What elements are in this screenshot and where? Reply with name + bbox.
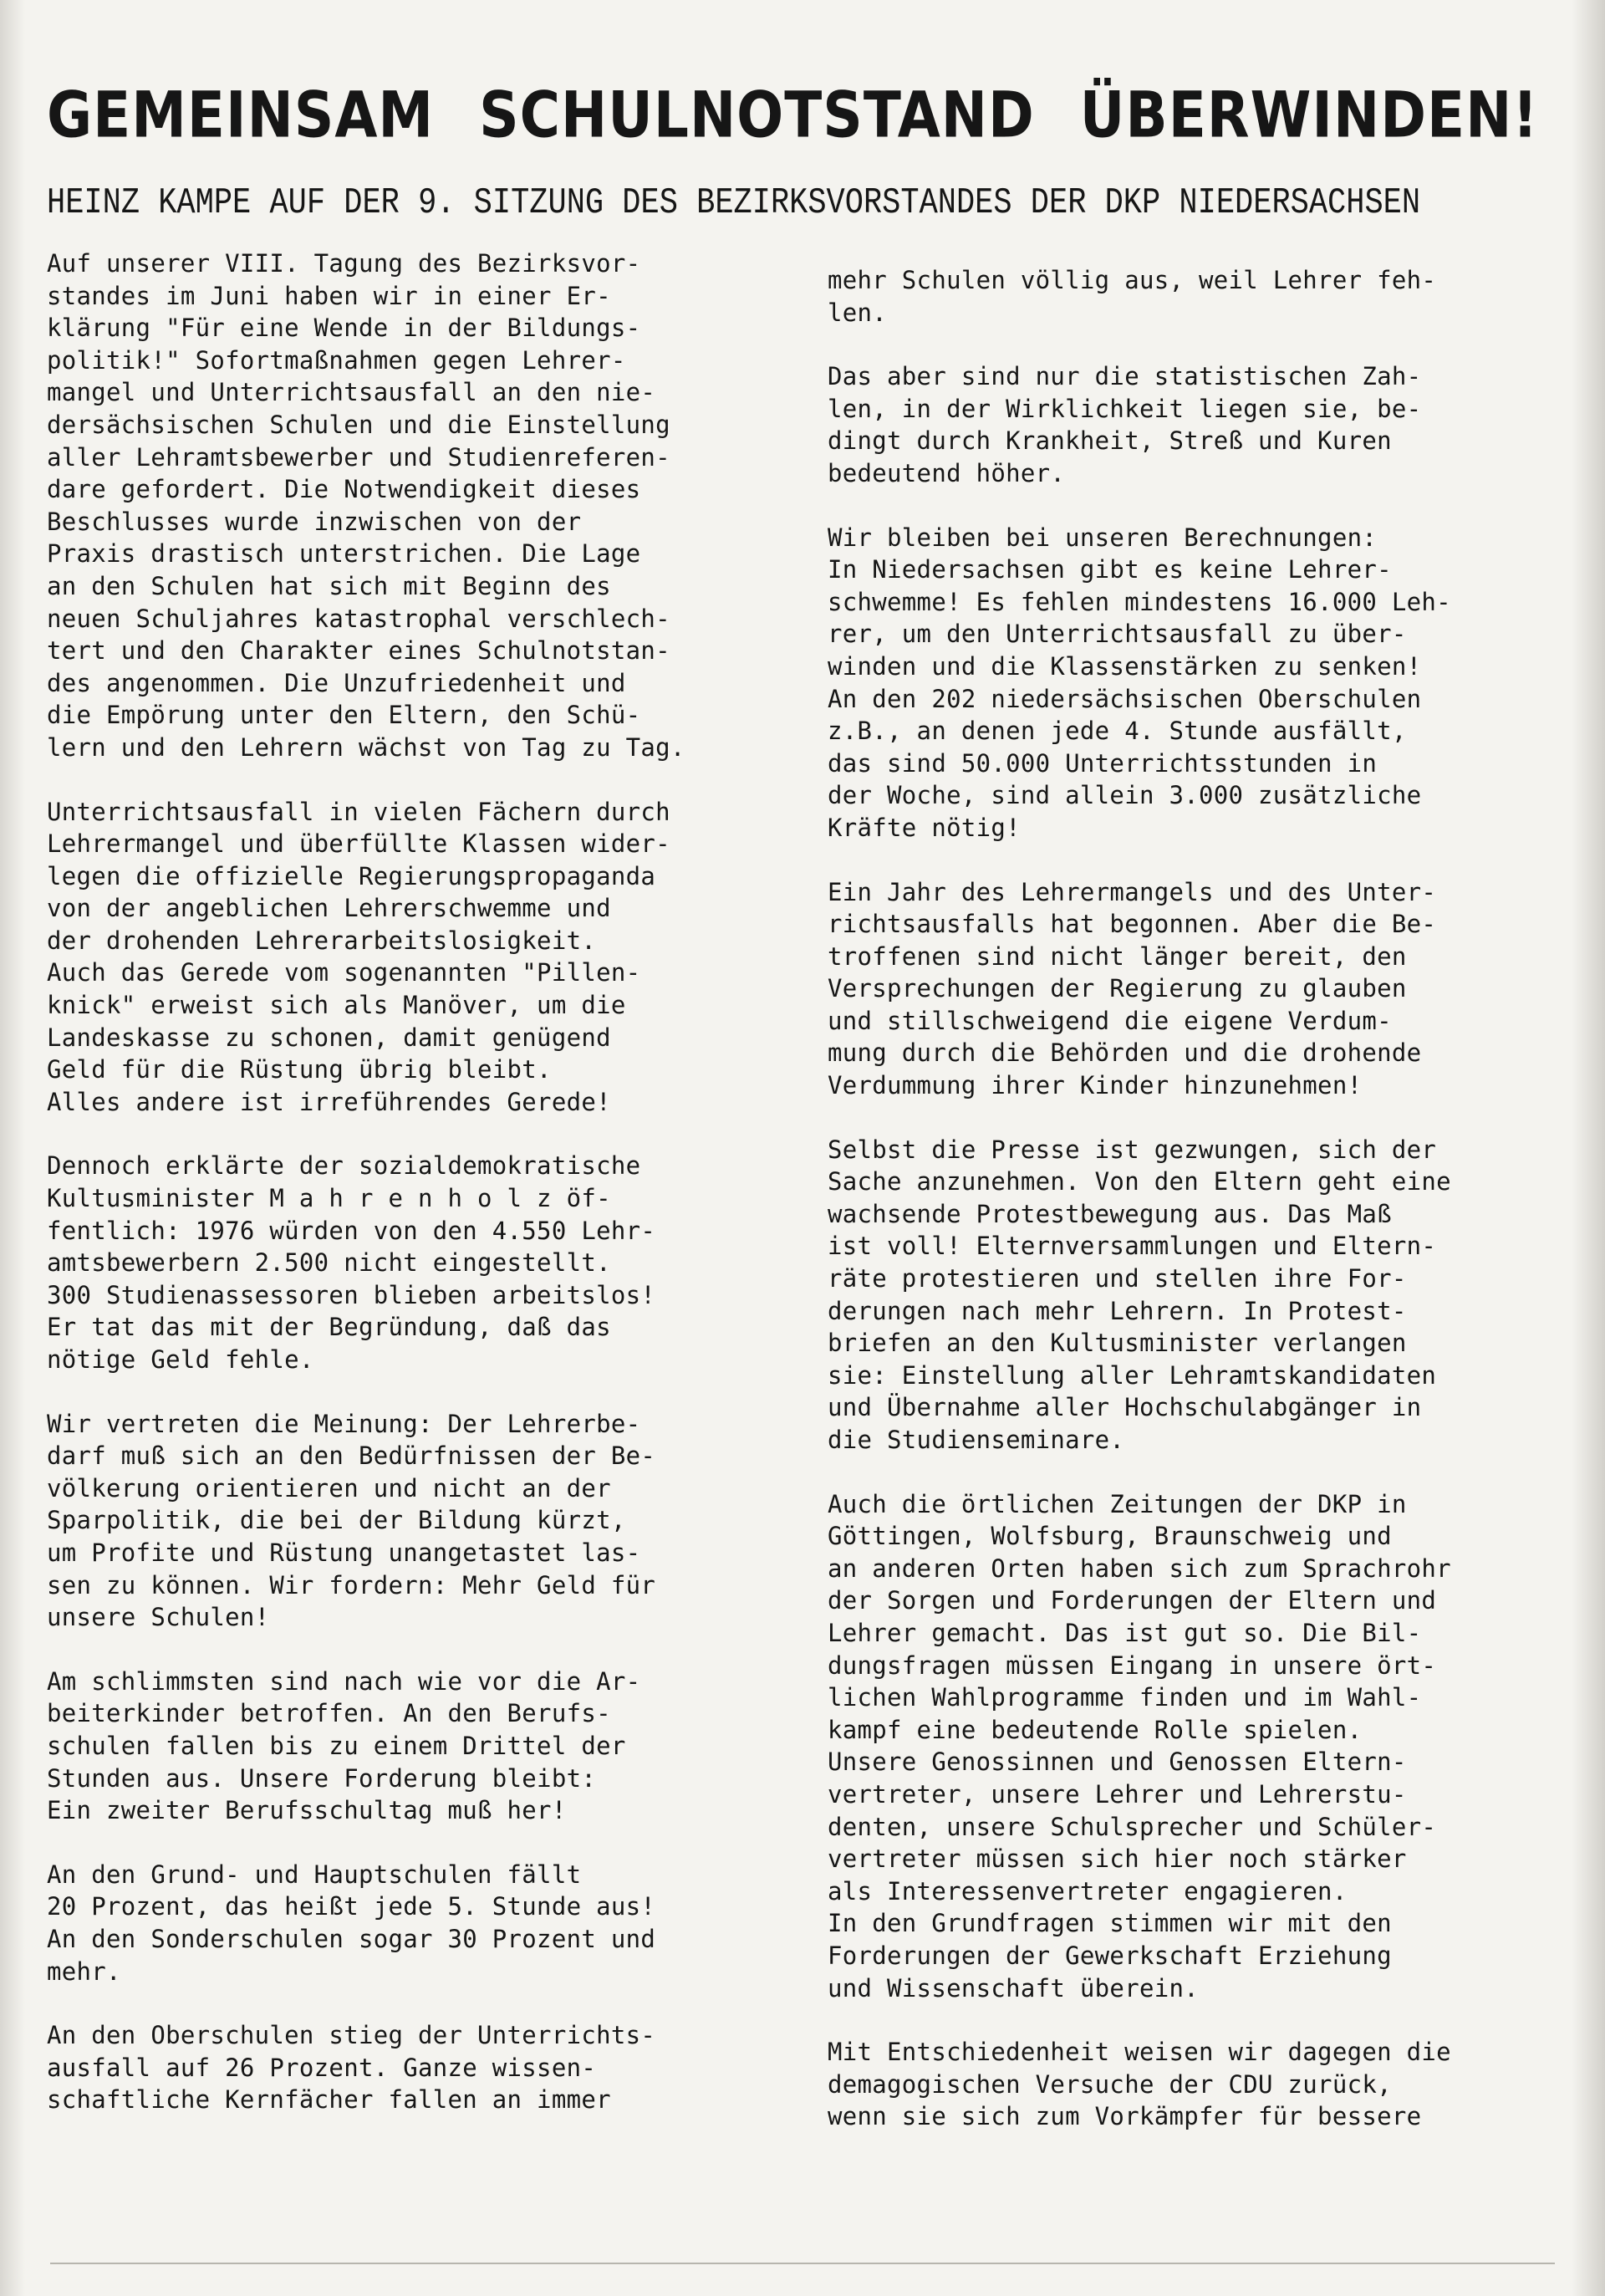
- paragraph: Wir bleiben bei unseren Berechnungen: In Niedersachsen gibt es keine Lehrer- schwemme! Es fehlen mindestens 16.000 Leh- rer, um den Unterrichtsausfall zu über- winden und die Klassenstärken zu senken! An den 202 niedersächsischen Oberschulen z.B., an denen jede 4. Stunde ausfällt, das sind 50.000 Unterrichtsstunden in der Woche, sind allein 3.000 zusätzliche Kräfte nötig!: [828, 523, 1451, 842]
- paragraph: Mit Entschiedenheit weisen wir dagegen die demagogischen Versuche der CDU zurück, wenn sie sich zum Vorkämpfer für bessere: [828, 2038, 1451, 2131]
- paragraph: mehr Schulen völlig aus, weil Lehrer feh- len.: [828, 266, 1437, 327]
- paragraph: Das aber sind nur die statistischen Zah- len, in der Wirklichkeit liegen sie, be- dingt durch Krankheit, Streß und Kuren bedeutend höher.: [828, 362, 1422, 487]
- scan-edge-left: [0, 0, 25, 2296]
- paragraph: Ein Jahr des Lehrermangels und des Unter- richtsausfalls hat begonnen. Aber die Be- troffenen sind nicht länger bereit, den Versprechungen der Regierung zu glauben und stillschweigend die eigene Verdum- mung durch die Behörden und die drohende Verdummung ihrer Kinder hinzunehmen!: [828, 877, 1437, 1100]
- paragraph: Selbst die Presse ist gezwungen, sich der Sache anzunehmen. Von den Eltern geht eine wachsende Protestbewegung aus. Das Maß ist voll! Elternversammlungen und Eltern- räte protestieren und stellen ihre For- derungen nach mehr Lehrern. In Protest- briefen an den Kultusminister verlangen sie: Einstellung aller Lehramtskandidaten und Übernahme aller Hochschulabgänger in die Studienseminare.: [828, 1135, 1451, 1454]
- subtitle: HEINZ KAMPE AUF DER 9. SITZUNG DES BEZIRKSVORSTANDES DER DKP NIEDERSACHSEN: [47, 182, 1421, 225]
- headline: GEMEINSAM SCHULNOTSTAND ÜBERWINDEN!: [47, 78, 1539, 152]
- paragraph: Am schlimmsten sind nach wie vor die Ar- beiterkinder betroffen. An den Berufs- schulen fallen bis zu einem Drittel der Stunden aus. Unsere Forderung bleibt: Ein zweiter Berufsschultag muß her!: [47, 1666, 641, 1825]
- left-column: [47, 247, 799, 2148]
- paragraph: An den Grund- und Hauptschulen fällt 20 Prozent, das heißt jede 5. Stunde aus! An den Sonderschulen sogar 30 Prozent und mehr.: [47, 1860, 656, 1986]
- right-column: [828, 264, 1580, 2165]
- paragraph: Wir vertreten die Meinung: Der Lehrerbe- darf muß sich an den Bedürfnissen der Be- völkerung orientieren und nicht an der Sparpolitik, die bei der Bildung kürzt, um Profite und Rüstung unangetastet las- sen zu können. Wir fordern: Mehr Geld für unsere Schulen!: [47, 1409, 656, 1632]
- paragraph: Dennoch erklärte der sozialdemokratische Kultusminister M a h r e n h o l z öf- fentlich: 1976 würden von den 4.550 Lehr- amtsbewerbern 2.500 nicht eingestellt. 300 Studienassessoren blieben arbeitslos! Er tat das mit der Begründung, daß das nötige Geld fehle.: [47, 1151, 656, 1374]
- paragraph: An den Oberschulen stieg der Unterrichts- ausfall auf 26 Prozent. Ganze wissen- schaftliche Kernfächer fallen an immer: [47, 2021, 656, 2115]
- paragraph: Auf unserer VIII. Tagung des Bezirksvor- standes im Juni haben wir in einer Er- klärung "Für eine Wende in der Bildungs- politik!" Sofortmaßnahmen gegen Lehrer- mangel und Unterrichtsausfall an den nie- dersächsischen Schulen und die Einstellung aller Lehramtsbewerber und Studienreferen- dare gefordert. Die Notwendigkeit dieses Beschlusses wurde inzwischen von der Praxis drastisch unterstrichen. Die Lage an den Schulen hat sich mit Beginn des neuen Schuljahres katastrophal verschlech- tert und den Charakter eines Schulnotstan- des angenommen. Die Unzufriedenheit und die Empörung unter den Eltern, den Schü- lern und den Lehrern wächst von Tag zu Tag.: [47, 249, 685, 762]
- paragraph: Auch die örtlichen Zeitungen der DKP in Göttingen, Wolfsburg, Braunschweig und an anderen Orten haben sich zum Sprachrohr der Sorgen und Forderungen der Eltern und Lehrer gemacht. Das ist gut so. Die Bil- dungsfragen müssen Eingang in unsere ört- lichen Wahlprogramme finden und im Wahl- kampf eine bedeutende Rolle spielen. Unsere Genossinnen und Genossen Eltern- vertreter, unsere Lehrer und Lehrerstu- denten, unsere Schulsprecher und Schüler- vertreter müssen sich hier noch stärker als Interessenvertreter engagieren. In den Grundfragen stimmen wir mit den Forderungen der Gewerkschaft Erziehung und Wissenschaft überein.: [828, 1489, 1451, 2003]
- paragraph: Unterrichtsausfall in vielen Fächern durch Lehrermangel und überfüllte Klassen wider- legen die offizielle Regierungspropaganda von der angeblichen Lehrerschwemme und der drohenden Lehrerarbeitslosigkeit. Auch das Gerede vom sogenannten "Pillen- knick" erweist sich als Manöver, um die Landeskasse zu schonen, damit genügend Geld für die Rüstung übrig bleibt. Alles andere ist irreführendes Gerede!: [47, 797, 670, 1116]
- scan-bottom-edge: [50, 2263, 1555, 2264]
